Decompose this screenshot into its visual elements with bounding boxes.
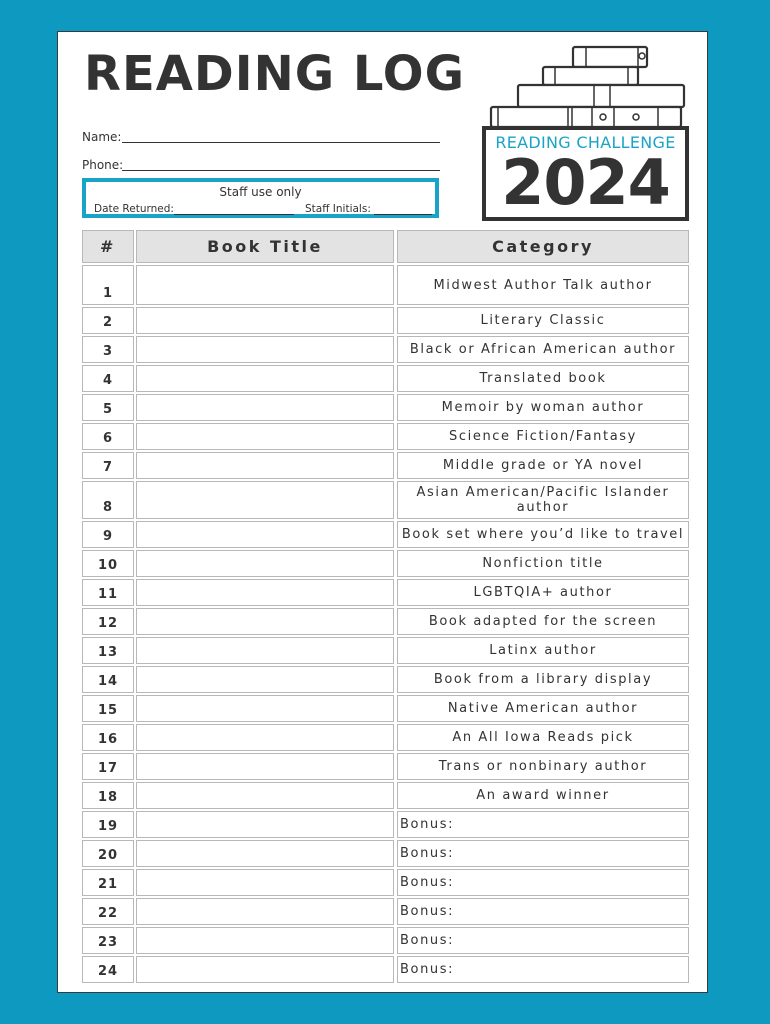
staff-initials-label: Staff Initials:: [305, 203, 371, 215]
book-title-input[interactable]: [136, 394, 394, 421]
row-number: 24: [82, 956, 134, 983]
category-cell: An award winner: [397, 782, 689, 809]
category-cell: Native American author: [397, 695, 689, 722]
category-cell: Latinx author: [397, 637, 689, 664]
row-number: 1: [82, 265, 134, 305]
category-cell: LGBTQIA+ author: [397, 579, 689, 606]
book-title-input[interactable]: [136, 365, 394, 392]
book-title-input[interactable]: [136, 265, 394, 305]
book-title-input[interactable]: [136, 782, 394, 809]
challenge-year: 2024: [501, 146, 670, 219]
category-cell: Black or African American author: [397, 336, 689, 363]
book-title-input[interactable]: [136, 666, 394, 693]
row-number: 18: [82, 782, 134, 809]
book-title-input[interactable]: [136, 956, 394, 983]
row-number: 9: [82, 521, 134, 548]
row-number: 11: [82, 579, 134, 606]
header-number: #: [82, 230, 134, 263]
category-cell: Book set where you’d like to travel: [397, 521, 689, 548]
category-cell: Bonus:: [397, 869, 689, 896]
category-cell: An All Iowa Reads pick: [397, 724, 689, 751]
row-number: 5: [82, 394, 134, 421]
header-category: Category: [397, 230, 689, 263]
row-number: 20: [82, 840, 134, 867]
category-cell: Bonus:: [397, 840, 689, 867]
category-cell: Bonus:: [397, 898, 689, 925]
book-title-input[interactable]: [136, 481, 394, 519]
book-title-input[interactable]: [136, 927, 394, 954]
row-number: 7: [82, 452, 134, 479]
category-cell: Midwest Author Talk author: [397, 265, 689, 305]
row-number: 12: [82, 608, 134, 635]
row-number: 2: [82, 307, 134, 334]
category-cell: Bonus:: [397, 956, 689, 983]
row-number: 17: [82, 753, 134, 780]
book-title-input[interactable]: [136, 521, 394, 548]
book-title-input[interactable]: [136, 452, 394, 479]
book-title-input[interactable]: [136, 550, 394, 577]
category-cell: Book adapted for the screen: [397, 608, 689, 635]
book-title-input[interactable]: [136, 579, 394, 606]
row-number: 8: [82, 481, 134, 519]
row-number: 3: [82, 336, 134, 363]
row-number: 15: [82, 695, 134, 722]
category-cell: Nonfiction title: [397, 550, 689, 577]
book-title-input[interactable]: [136, 637, 394, 664]
category-cell: Bonus:: [397, 811, 689, 838]
reading-log-table: [58, 32, 707, 992]
page-title: READING LOG: [84, 46, 465, 102]
category-cell: Asian American/Pacific Islander author: [397, 481, 689, 519]
phone-label: Phone:: [82, 158, 124, 172]
name-label: Name:: [82, 130, 122, 144]
book-title-input[interactable]: [136, 753, 394, 780]
row-number: 22: [82, 898, 134, 925]
book-title-input[interactable]: [136, 811, 394, 838]
category-cell: Bonus:: [397, 927, 689, 954]
category-cell: Science Fiction/Fantasy: [397, 423, 689, 450]
category-cell: Translated book: [397, 365, 689, 392]
category-cell: Book from a library display: [397, 666, 689, 693]
category-cell: Trans or nonbinary author: [397, 753, 689, 780]
header-book-title: Book Title: [136, 230, 394, 263]
row-number: 21: [82, 869, 134, 896]
row-number: 23: [82, 927, 134, 954]
row-number: 6: [82, 423, 134, 450]
row-number: 16: [82, 724, 134, 751]
book-title-input[interactable]: [136, 898, 394, 925]
category-cell: Literary Classic: [397, 307, 689, 334]
row-number: 14: [82, 666, 134, 693]
category-cell: Memoir by woman author: [397, 394, 689, 421]
book-title-input[interactable]: [136, 336, 394, 363]
row-number: 4: [82, 365, 134, 392]
book-title-input[interactable]: [136, 695, 394, 722]
book-title-input[interactable]: [136, 724, 394, 751]
book-title-input[interactable]: [136, 307, 394, 334]
challenge-label: READING CHALLENGE: [495, 133, 676, 152]
row-number: 19: [82, 811, 134, 838]
reading-log-sheet: [57, 31, 708, 993]
staff-use-title: Staff use only: [219, 185, 302, 199]
row-number: 10: [82, 550, 134, 577]
date-returned-label: Date Returned:: [94, 203, 174, 215]
book-title-input[interactable]: [136, 869, 394, 896]
book-title-input[interactable]: [136, 423, 394, 450]
book-title-input[interactable]: [136, 840, 394, 867]
book-title-input[interactable]: [136, 608, 394, 635]
category-cell: Middle grade or YA novel: [397, 452, 689, 479]
row-number: 13: [82, 637, 134, 664]
